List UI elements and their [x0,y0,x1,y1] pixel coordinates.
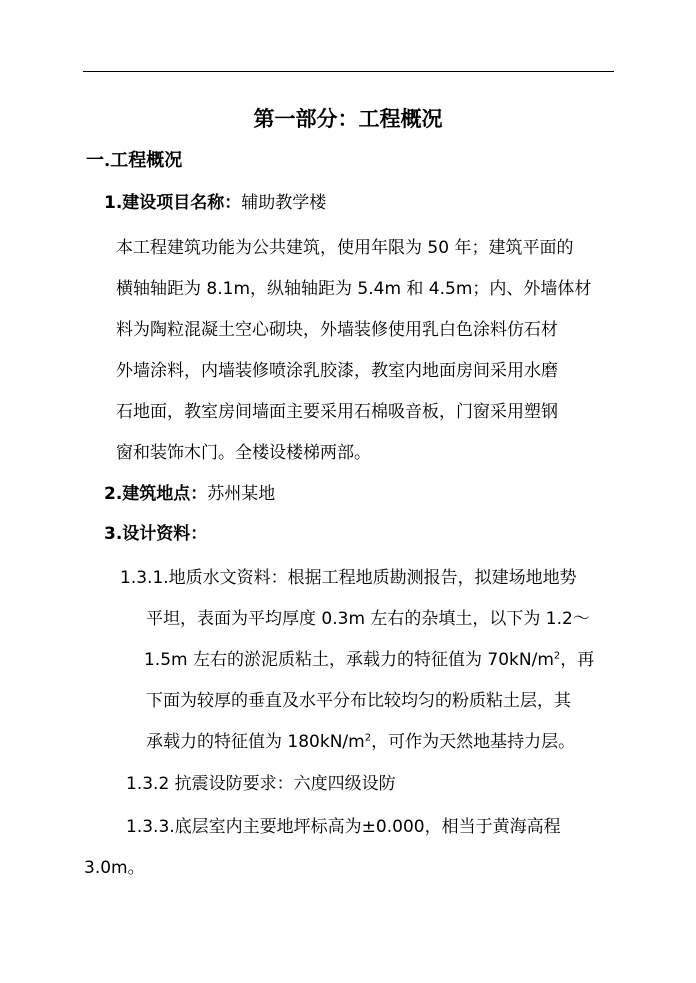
item-1 [104,191,326,215]
sub-3-line: 3.0m。 [84,858,145,878]
item-2 [104,482,275,506]
sub-1-line [146,730,575,754]
sub-2: 1.3.2 抗震设防要求：六度四级设防 [126,774,396,794]
superscript: 2 [553,650,561,662]
section-heading: 一.工程概况 [86,150,183,171]
superscript: 2 [364,732,372,744]
page-title: 第一部分：工程概况 [253,106,443,131]
item-3 [104,522,207,546]
sub-1-line-3-tail: ，再 [560,650,595,670]
item-1-paragraph-line: 本工程建筑功能为公共建筑，使用年限为 50 年；建筑平面的 [116,238,574,258]
item-3-label: 3.设计资料： [104,524,208,544]
item-1-label: 1.建设项目名称： [104,193,242,213]
item-1-paragraph-line: 石地面，教室房间墙面主要采用石棉吸音板，门窗采用塑钢 [116,402,558,422]
sub-3-line: 1.3.3.底层室内主要地坪标高为±0.000，相当于黄海高程 [126,817,561,837]
item-1-paragraph-line: 窗和装饰木门。全楼设楼梯两部。 [116,443,371,463]
item-1-value: 辅助教学楼 [241,193,327,213]
item-2-value: 苏州某地 [207,484,276,504]
item-1-paragraph-line: 料为陶粒混凝土空心砌块，外墙装修使用乳白色涂料仿石材 [116,320,558,340]
sub-1-line-3-text: 1.5m 左右的淤泥质粘土，承载力的特征值为 70kN/m [144,650,554,670]
sub-1-line [144,648,594,672]
item-1-paragraph-line: 外墙涂料，内墙装修喷涂乳胶漆，教室内地面房间采用水磨 [116,361,558,381]
sub-1-line: 平坦，表面为平均厚度 0.3m 左右的杂填土，以下为 1.2～ [146,609,590,629]
sub-1-line: 下面为较厚的垂直及水平分布比较均匀的粉质粘土层，其 [146,691,571,711]
sub-1-line-5-tail: ，可作为天然地基持力层。 [371,732,576,752]
sub-1-line-5-text: 承载力的特征值为 180kN/m [146,732,365,752]
item-1-paragraph-line: 横轴轴距为 8.1m，纵轴轴距为 5.4m 和 4.5m；内、外墙体材 [116,279,592,299]
sub-1-line: 1.3.1.地质水文资料：根据工程地质勘测报告，拟建场地地势 [120,568,577,588]
header-rule [83,71,614,72]
item-2-label: 2.建筑地点： [104,484,208,504]
